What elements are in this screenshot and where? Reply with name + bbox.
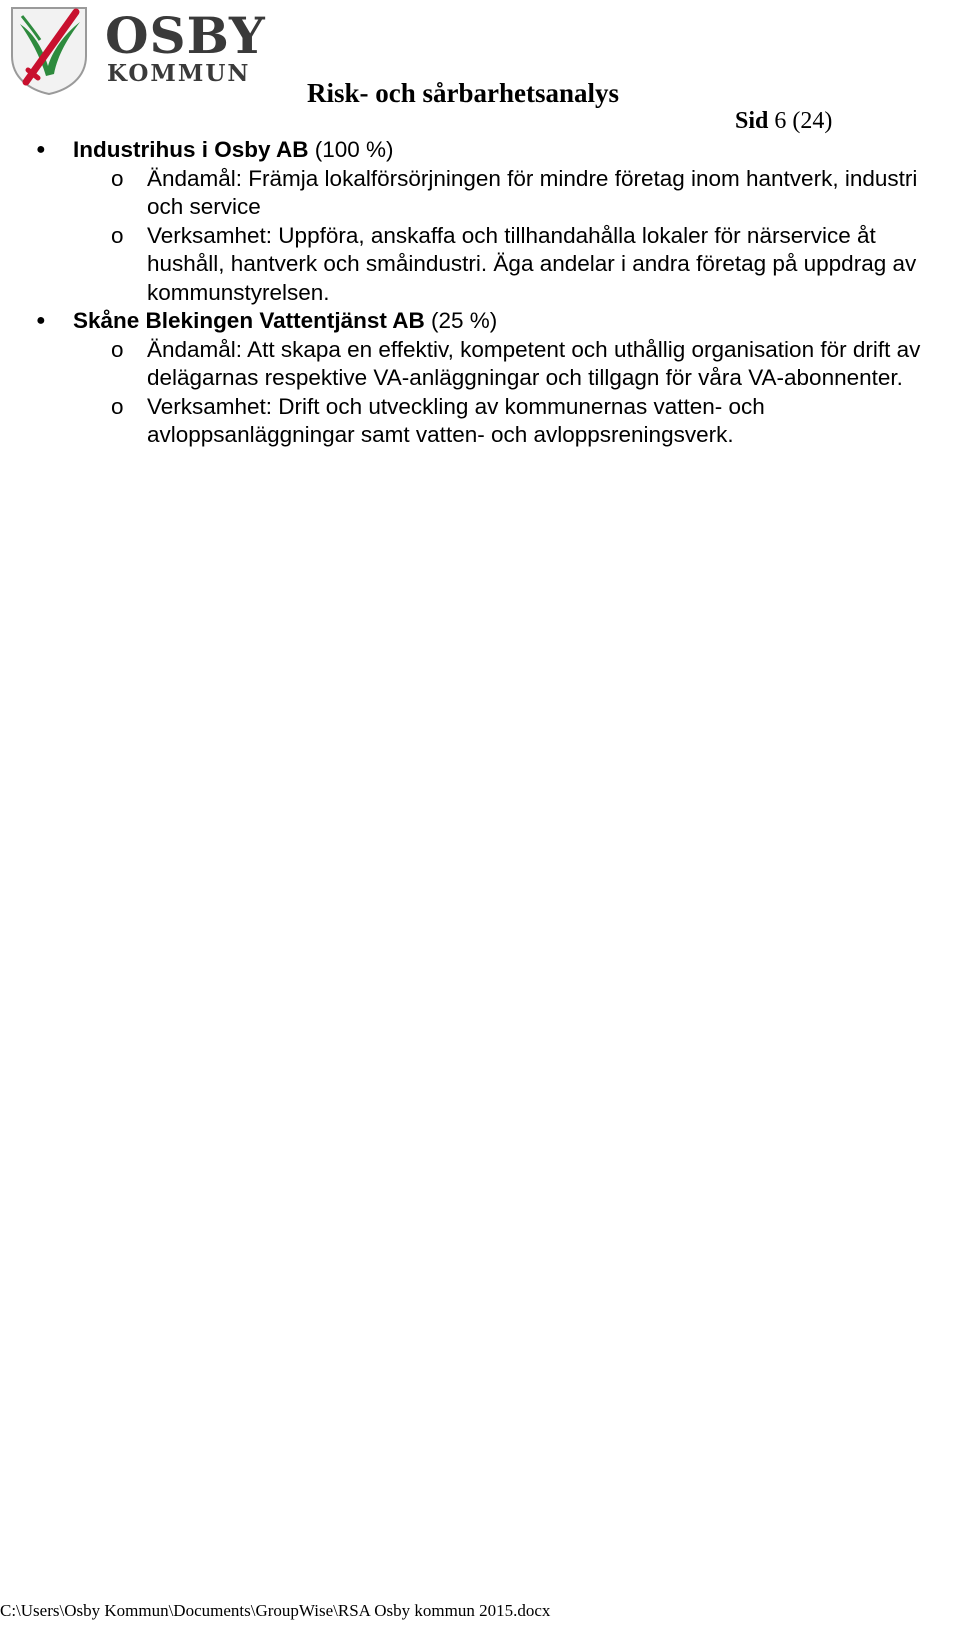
bullet-marker: ● (36, 312, 46, 329)
company-detail (0, 165, 940, 222)
file-path-footer: C:\Users\Osby Kommun\Documents\GroupWise\RSA Osby kommun 2015.docx (0, 1601, 551, 1620)
sub-marker: o (111, 165, 124, 191)
company-detail (0, 336, 940, 393)
sub-marker: o (111, 222, 124, 248)
page-number (735, 106, 832, 136)
page-value: 6 (24) (774, 108, 833, 134)
sub-marker: o (111, 393, 124, 419)
logo-name: OSBY (105, 6, 266, 65)
detail-text: Verksamhet: Drift och utveckling av kommunernas vatten- och avloppsanläggningar samt vatten- och avloppsreningsverk. (147, 393, 765, 447)
company-name: Skåne Blekingen Vattentjänst AB (73, 308, 425, 333)
bullet-marker: ● (36, 141, 46, 158)
document-title: Risk- och sårbarhetsanalys (306, 78, 620, 108)
detail-text: Ändamål: Att skapa en effektiv, kompetent och uthållig organisation för drift av delägarnas respektive VA-anläggningar och tillgagn för våra VA-abonnenter. (147, 336, 921, 390)
detail-text: Verksamhet: Uppföra, anskaffa och tillhandahålla lokaler för närservice åt hushåll, hantverk och småindustri. Äga andelar i andra företag på uppdrag av kommunstyrelsen. (147, 222, 917, 305)
company-name: Industrihus i Osby AB (73, 137, 309, 162)
company-share: (100 %) (314, 137, 394, 162)
company-share: (25 %) (431, 308, 498, 333)
document-body (0, 136, 940, 450)
logo-subname: KOMMUN (107, 60, 251, 87)
company-detail (0, 393, 940, 450)
page-label: Sid (735, 108, 769, 134)
company-detail (0, 222, 940, 308)
company-item (0, 307, 940, 336)
detail-text: Ändamål: Främja lokalförsörjningen för mindre företag inom hantverk, industri och service (147, 165, 918, 219)
sub-marker: o (111, 336, 124, 362)
company-item (0, 136, 940, 165)
